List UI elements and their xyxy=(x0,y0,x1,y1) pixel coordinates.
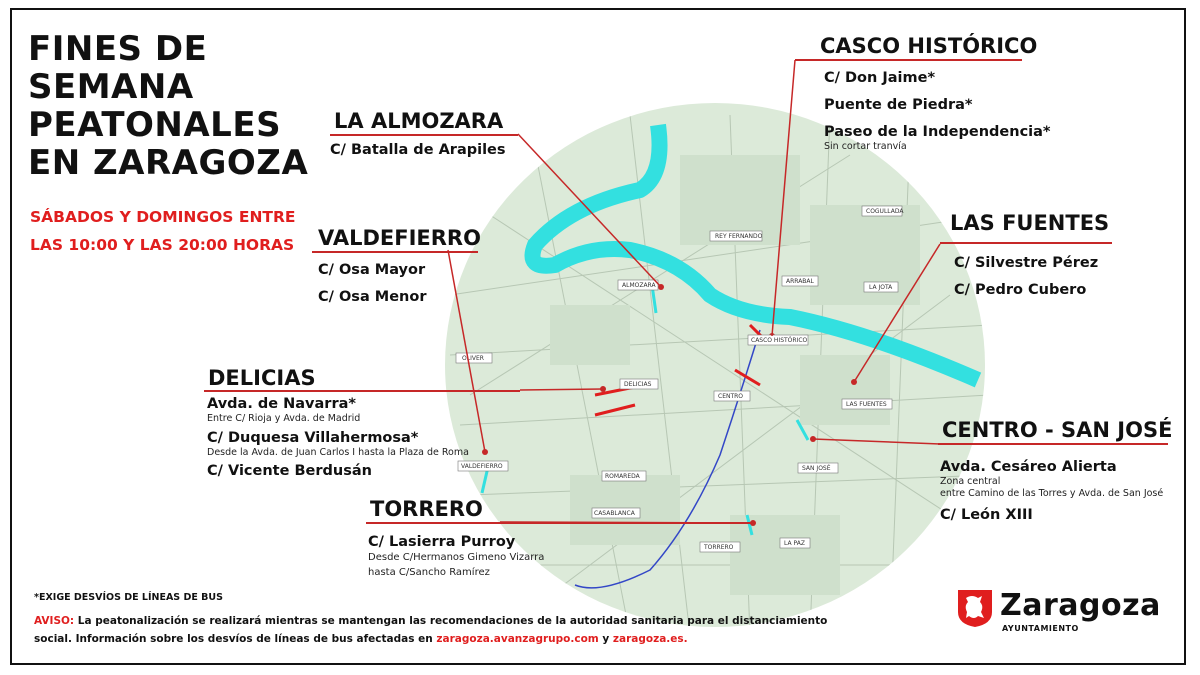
zone-title-torrero: TORRERO xyxy=(370,497,483,521)
map-label-la-jota: LA JOTA xyxy=(869,284,893,291)
poster-title: FINES DE SEMANA PEATONALES EN ZARAGOZA xyxy=(28,29,309,183)
street-puente-de-piedra: Puente de Piedra* xyxy=(824,97,973,113)
note-desde-gimeno: Desde C/Hermanos Gimeno Vizarra xyxy=(368,552,545,563)
street-lasierra-purroy: C/ Lasierra Purroy xyxy=(368,534,516,550)
zone-underline-centro xyxy=(938,443,1168,445)
logo-name: Zaragoza xyxy=(1000,588,1161,623)
aviso-line-1 xyxy=(34,615,827,627)
map-label-romareda: ROMAREDA xyxy=(605,473,640,480)
street-cesareo-alierta: Avda. Cesáreo Alierta xyxy=(940,459,1117,475)
map-label-torrero: TORRERO xyxy=(704,544,734,551)
aviso-label: AVISO: xyxy=(34,615,75,627)
street-vicente-berdusan: C/ Vicente Berdusán xyxy=(207,463,372,479)
zone-title-casco-historico: CASCO HISTÓRICO xyxy=(820,34,1038,58)
street-paseo-independencia: Paseo de la Independencia* xyxy=(824,124,1051,140)
aviso-line2-b: y xyxy=(598,633,613,645)
note-hasta-sancho: hasta C/Sancho Ramírez xyxy=(368,567,490,578)
zone-title-valdefierro: VALDEFIERRO xyxy=(318,226,481,250)
street-pedro-cubero: C/ Pedro Cubero xyxy=(954,282,1087,298)
zone-underline-casco xyxy=(795,59,1022,61)
logo-subtitle: AYUNTAMIENTO xyxy=(1002,624,1079,633)
link-avanzagrupo[interactable]: zaragoza.avanzagrupo.com xyxy=(436,633,599,645)
map-label-centro: CENTRO xyxy=(718,393,744,400)
zone-title-centro-san-jose: CENTRO - SAN JOSÉ xyxy=(942,418,1173,442)
zone-underline-valdefierro xyxy=(312,251,478,253)
zone-title-delicias: DELICIAS xyxy=(208,366,316,390)
street-don-jaime: C/ Don Jaime* xyxy=(824,70,936,86)
map-label-las-fuentes: LAS FUENTES xyxy=(846,401,887,408)
map-label-almozara: ALMOZARA xyxy=(622,282,656,289)
zone-underline-almozara xyxy=(330,134,518,136)
note-sin-cortar-tranvia: Sin cortar tranvía xyxy=(824,141,907,152)
street-leon-xiii: C/ León XIII xyxy=(940,507,1033,523)
map-label-casablanca: CASABLANCA xyxy=(594,510,635,517)
note-entre-camino: entre Camino de las Torres y Avda. de San José xyxy=(940,488,1164,499)
bus-detour-note: *EXIGE DESVÍOS DE LÍNEAS DE BUS xyxy=(34,592,223,603)
note-duquesa: Desde la Avda. de Juan Carlos I hasta la Plaza de Roma xyxy=(207,447,469,458)
schedule-line-1: SÁBADOS Y DOMINGOS ENTRE xyxy=(30,208,296,226)
note-zona-central: Zona central xyxy=(940,476,1001,487)
map-label-san-jose: SAN JOSÉ xyxy=(802,465,831,472)
aviso-text: La peatonalización se realizará mientras se mantengan las recomendaciones de la autoridad sanitaria para el distanciamiento xyxy=(74,615,828,627)
note-navarra: Entre C/ Rioja y Avda. de Madrid xyxy=(207,413,361,424)
map-label-la-paz: LA PAZ xyxy=(784,540,805,547)
map-label-cogullada: COGULLADA xyxy=(866,208,904,215)
zone-underline-las-fuentes xyxy=(940,242,1112,244)
zone-title-las-fuentes: LAS FUENTES xyxy=(950,211,1110,235)
map-label-delicias: DELICIAS xyxy=(624,381,652,388)
schedule-line-2: LAS 10:00 Y LAS 20:00 HORAS xyxy=(30,236,295,254)
street-osa-menor: C/ Osa Menor xyxy=(318,289,427,305)
zone-title-la-almozara: LA ALMOZARA xyxy=(334,109,504,133)
zaragoza-lion-logo-icon xyxy=(956,588,994,628)
street-avda-navarra: Avda. de Navarra* xyxy=(207,396,356,412)
street-osa-mayor: C/ Osa Mayor xyxy=(318,262,426,278)
link-zaragoza-es[interactable]: zaragoza.es. xyxy=(612,633,688,645)
aviso-line-2 xyxy=(34,633,688,645)
aviso-line2-a: social. Información sobre los desvíos de líneas de bus afectadas en xyxy=(34,633,437,645)
street-duquesa-villahermosa: C/ Duquesa Villahermosa* xyxy=(207,430,419,446)
map-label-oliver: OLIVER xyxy=(462,355,484,362)
map-label-arrabal: ARRABAL xyxy=(786,278,814,285)
map-label-casco-historico: CASCO HISTÓRICO xyxy=(751,337,808,344)
zone-underline-delicias xyxy=(204,390,520,392)
street-silvestre-perez: C/ Silvestre Pérez xyxy=(954,255,1099,271)
zone-underline-torrero xyxy=(366,522,754,524)
map-label-valdefierro: VALDEFIERRO xyxy=(461,463,503,470)
map-label-rey-fernando: REY FERNANDO xyxy=(715,233,763,240)
street-batalla-de-arapiles: C/ Batalla de Arapiles xyxy=(330,142,506,158)
